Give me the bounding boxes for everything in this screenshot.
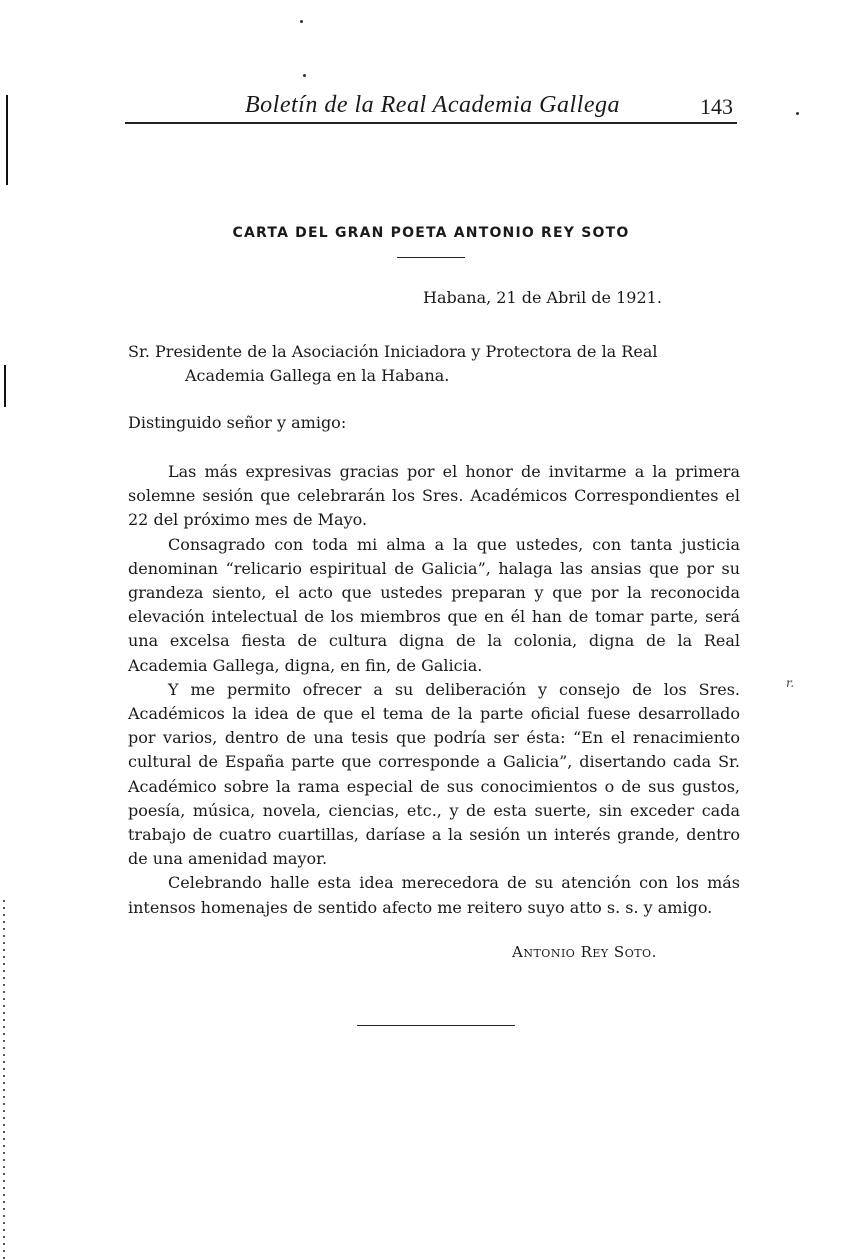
page-number: 143 — [700, 94, 733, 119]
body-paragraph: Consagrado con toda mi alma a la que ustedes, con tanta justicia denominan “relicario espiritual de Galicia”, halaga las ansias que por su grandeza siento, el acto que ustedes preparan y que por la reconocida elevación intelectual de los miembros que en él han de tomar parte, será una excelsa fiesta de cultura digna de la colonia, digna de la Real Academia Gallega, digna, en fin, de Galicia. — [128, 534, 740, 675]
scan-edge-dots — [3, 900, 5, 1259]
letter-address — [128, 340, 740, 388]
letter-body — [128, 460, 740, 920]
scan-speck — [796, 112, 799, 115]
margin-mark: r. — [786, 676, 795, 690]
heading-rule — [397, 257, 465, 258]
letter-dateline: Habana, 21 de Abril de 1921. — [423, 288, 662, 307]
header-rule — [125, 122, 737, 124]
address-line: Sr. Presidente de la Asociación Iniciadora y Protectora de la Real — [128, 342, 658, 361]
scan-edge-mark — [4, 365, 6, 407]
body-paragraph: Y me permito ofrecer a su deliberación y consejo de los Sres. Académicos la idea de que el tema de la parte oficial fuese desarrollado por varios, dentro de una tesis que podría ser ésta: “En el renacimiento cultural de España parte que corresponde a Galicia”, disertando cada Sr. Académico sobre la rama especial de sus conocimientos o de sus gustos, poesía, música, novela, ciencias, etc., y de esta suerte, sin exceder cada trabajo de cuatro cuartillas, daríase a la sesión un interés grande, dentro de una amenidad mayor. — [128, 679, 740, 869]
letter-salutation: Distinguido señor y amigo: — [128, 413, 347, 432]
journal-title: Boletín de la Real Academia Gallega — [245, 92, 620, 118]
scan-speck — [300, 20, 303, 23]
running-head — [125, 92, 737, 124]
body-paragraph: Las más expresivas gracias por el honor de invitarme a la primera solemne sesión que celebrarán los Sres. Académicos Correspondientes el 22 del próximo mes de Mayo. — [128, 462, 740, 530]
body-paragraph: Celebrando halle esta idea merecedora de su atención con los más intensos homenajes de sentido afecto me reitero suyo atto s. s. y amigo. — [128, 873, 740, 917]
article-heading: CARTA DEL GRAN POETA ANTONIO REY SOTO — [232, 225, 630, 241]
scan-speck — [303, 74, 306, 77]
address-line: Academia Gallega en la Habana. — [185, 366, 450, 385]
letter-signature: Antonio Rey Soto. — [512, 943, 657, 961]
scan-edge-mark — [6, 95, 8, 185]
end-rule — [357, 1025, 515, 1026]
